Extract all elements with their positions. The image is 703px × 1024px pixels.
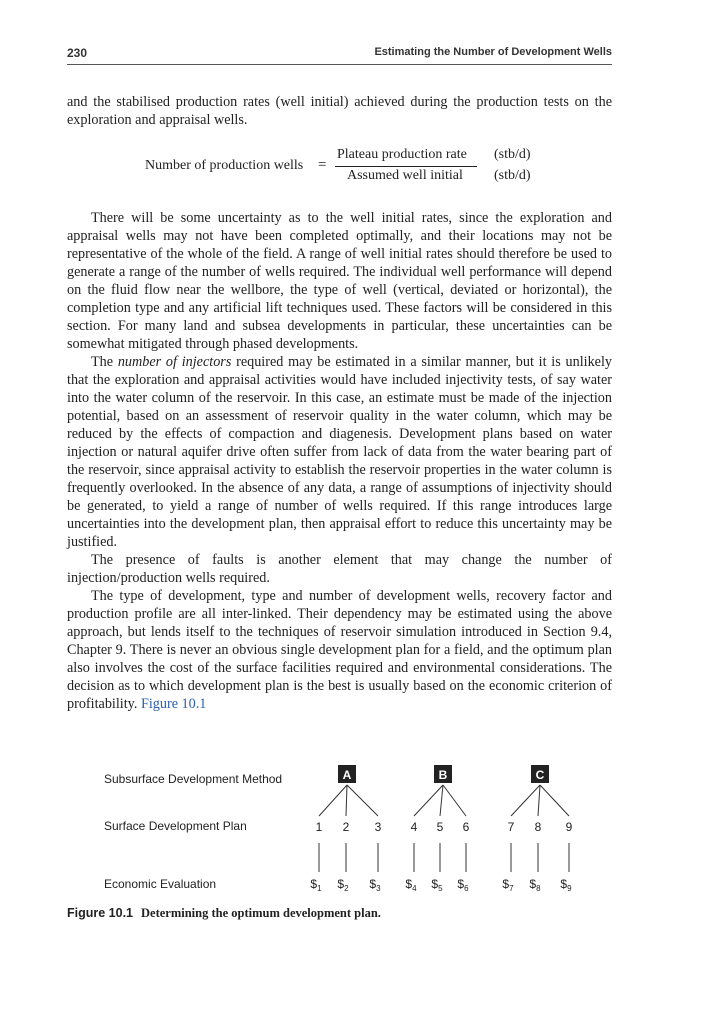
- method-label-c: C: [535, 768, 545, 782]
- branch-line-b-1: [414, 785, 443, 816]
- plan-number-9: 9: [565, 820, 573, 834]
- evaluation-subscript-6: 6: [464, 884, 469, 893]
- evaluation-subscript-1: 1: [317, 884, 322, 893]
- row-label-plan: Surface Development Plan: [104, 819, 247, 833]
- branch-line-c-3: [540, 785, 569, 816]
- evaluation-3: $\$_3$: [369, 877, 381, 893]
- evaluation-subscript-9: 9: [567, 884, 572, 893]
- branch-line-a-1: [319, 785, 347, 816]
- plan-number-2: 2: [342, 820, 350, 834]
- evaluation-8: $\$_8$: [529, 877, 541, 893]
- plan-number-1: 1: [315, 820, 323, 834]
- branch-line-c-2: [538, 785, 540, 816]
- equation-denominator: Assumed well initial: [347, 168, 463, 183]
- branch-line-a-3: [347, 785, 378, 816]
- evaluation-subscript-2: 2: [344, 884, 349, 893]
- equation-numerator: Plateau production rate: [337, 147, 467, 162]
- evaluation-9: $\$_9$: [560, 877, 572, 893]
- page-number: 230: [67, 46, 88, 60]
- plan-number-5: 5: [436, 820, 444, 834]
- evaluation-6: $\$_6$: [457, 877, 469, 893]
- branch-line-b-2: [440, 785, 443, 816]
- evaluation-2: $\$_2$: [337, 877, 349, 893]
- caption-label: Figure 10.1: [67, 906, 133, 920]
- page-header: [67, 44, 612, 65]
- figure-10-1-link[interactable]: Figure 10.1: [140, 696, 207, 712]
- branch-line-a-2: [346, 785, 347, 816]
- evaluation-subscript-8: 8: [536, 884, 541, 893]
- running-title: Estimating the Number of Development Wells: [374, 46, 612, 58]
- evaluation-subscript-7: 7: [509, 884, 514, 893]
- evaluation-5: $\$_5$: [431, 877, 443, 893]
- tree-diagram: [0, 760, 703, 900]
- row-label-economic: Economic Evaluation: [104, 877, 217, 891]
- plan-number-4: 4: [410, 820, 418, 834]
- plan-number-6: 6: [462, 820, 470, 834]
- equation-unit-bottom: (stb/d): [494, 168, 531, 183]
- paragraph-uncertainty: There will be some uncertainty as to the well initial rates, since the exploration and appraisal wells may not have been completed optimally, and their locations may not be representative of the whole of the field. A range of well initial rates should therefore be used to generate a range of the number of wells required. The individual well performance will depend on the fluid flow near the wellbore, the type of well (vertical, deviated or horizontal), the completion type and any artificial lift techniques used. These factors will be considered in this section. For many land and subsea developments in particular, these uncertainties can be somewhat mitigated through phased developments.: [67, 210, 612, 352]
- equation-equals: =: [318, 157, 327, 173]
- plan-number-8: 8: [534, 820, 542, 834]
- plan-number-7: 7: [507, 820, 515, 834]
- branch-line-c-1: [511, 785, 540, 816]
- emphasis-number-of-injectors: number of injectors: [117, 354, 232, 370]
- intro-paragraph: and the stabilised production rates (well initial) achieved during the production tests on the exploration and appraisal wells.: [67, 94, 612, 128]
- evaluation-subscript-3: 3: [376, 884, 381, 893]
- figure-caption: [67, 905, 381, 921]
- paragraph-faults: The presence of faults is another element that may change the number of injection/production wells required.: [67, 552, 612, 586]
- evaluation-subscript-5: 5: [438, 884, 443, 893]
- paragraph-injectors: The number of injectors required may be estimated in a similar manner, but it is unlikely that the exploration and appraisal activities would have included injectivity tests, of say water into the water column of the reservoir. In this case, an estimate must be made of the injection potential, based on an assessment of reservoir quality in the water column, which may be reduced by the effects of compaction and diagenesis. Development plans based on water injection or natural aquifer drive often suffer from lack of data from the water bearing part of the reservoir, since appraisal activity to establish the reservoir properties in the water column is frequently overlooked. In the absence of any data, a range of assumptions of injectivity should be generated, to yield a range of number of wells required. If this range introduces large uncertainties into the development plan, then appraisal effort to reduce this uncertainty may be justified.: [67, 354, 612, 550]
- caption-text: Determining the optimum development plan.: [141, 906, 381, 920]
- equation-lhs: Number of production wells: [145, 158, 304, 173]
- evaluation-1: $\$_1$: [310, 877, 322, 893]
- plan-number-3: 3: [374, 820, 382, 834]
- paragraph-development-type: The type of development, type and number of development wells, recovery factor and production profile are all inter-linked. Their dependency may be estimated using the above approach, but lends itself to the techniques of reservoir simulation introduced in Section 9.4, Chapter 9. There is never an obvious single development plan for a field, and the optimum plan also involves the cost of the surface facilities required and environmental considerations. The decision as to which development plan is the best is usually based on the economic criterion of profitability. Figure 10.1: [67, 588, 612, 712]
- branch-line-b-3: [443, 785, 466, 816]
- row-label-method: Subsurface Development Method: [104, 772, 283, 786]
- equation-unit-top: (stb/d): [494, 147, 531, 162]
- method-label-a: A: [342, 768, 352, 782]
- body-text: [67, 209, 612, 713]
- evaluation-7: $\$_7$: [502, 877, 514, 893]
- method-label-b: B: [438, 768, 448, 782]
- evaluation-subscript-4: 4: [412, 884, 417, 893]
- production-wells-equation: [0, 147, 703, 191]
- fraction-bar: [335, 166, 477, 167]
- figure-development-plan: [0, 760, 703, 900]
- evaluation-4: $\$_4$: [405, 877, 417, 893]
